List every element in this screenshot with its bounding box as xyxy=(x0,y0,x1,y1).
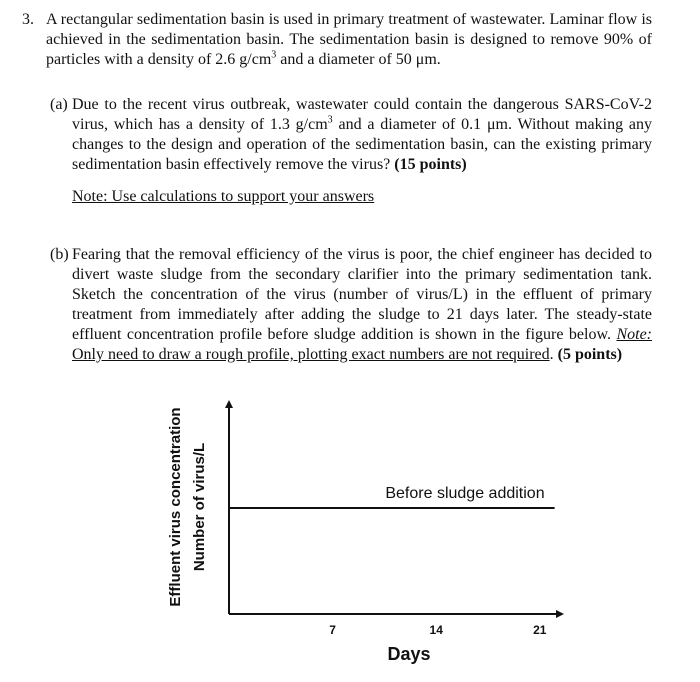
part-b-points: (5 points) xyxy=(557,346,623,363)
part-b-text: Fearing that the removal efficiency of the virus is poor, the chief engineer has decided to divert waste sludge from the secondary clarifier into the primary sedimentation tank. Sketch the concentration of the virus (number of virus/L) in the effluent of primary treatment from immediately after adding the sludge to 21 days later. The steady-state effluent concentration profile before sludge addition is shown in the figure below. Note: Only need to draw a rough profile, plotting exact numbers are not required. (5 points) xyxy=(72,246,652,363)
y-axis-label-line2: Number of virus/L xyxy=(191,442,208,572)
part-a-points: (15 points) xyxy=(394,156,467,173)
y-axis-label-line1: Effluent virus concentration xyxy=(167,407,184,607)
part-a-note: Note: Use calculations to support your answers xyxy=(72,188,375,205)
series-annotation: Before sludge addition xyxy=(385,485,545,502)
part-a-label: (a) xyxy=(50,96,68,113)
x-axis-label: Days xyxy=(387,644,431,664)
part-b-note-text: Only need to draw a rough profile, plotting exact numbers are not required xyxy=(72,346,550,363)
part-b-label: (b) xyxy=(50,246,69,263)
x-tick-label: 7 xyxy=(329,623,336,637)
question-number: 3. xyxy=(22,11,34,28)
question-intro: A rectangular sedimentation basin is used in primary treatment of wastewater. Laminar flow is achieved in the sedimentation basin. The sedimentation basin is designed to remove 90% of particles with a density of 2.6 $g/cm^3$ and a diameter of 50 μm. xyxy=(46,11,652,68)
part-a-text: Due to the recent virus outbreak, wastewater could contain the dangerous SARS-CoV-2 virus, which has a density of 1.3 $g/cm^3$ and a diameter of 0.1 μm. Without making any changes to the design and operation of the sedimentation basin, can the existing primary sedimentation basin effectively remove the virus? (15 points) xyxy=(72,96,652,173)
x-tick-label: 21 xyxy=(533,623,547,637)
x-tick-label: 14 xyxy=(429,623,443,637)
part-b-note-label: Note: xyxy=(616,326,652,343)
